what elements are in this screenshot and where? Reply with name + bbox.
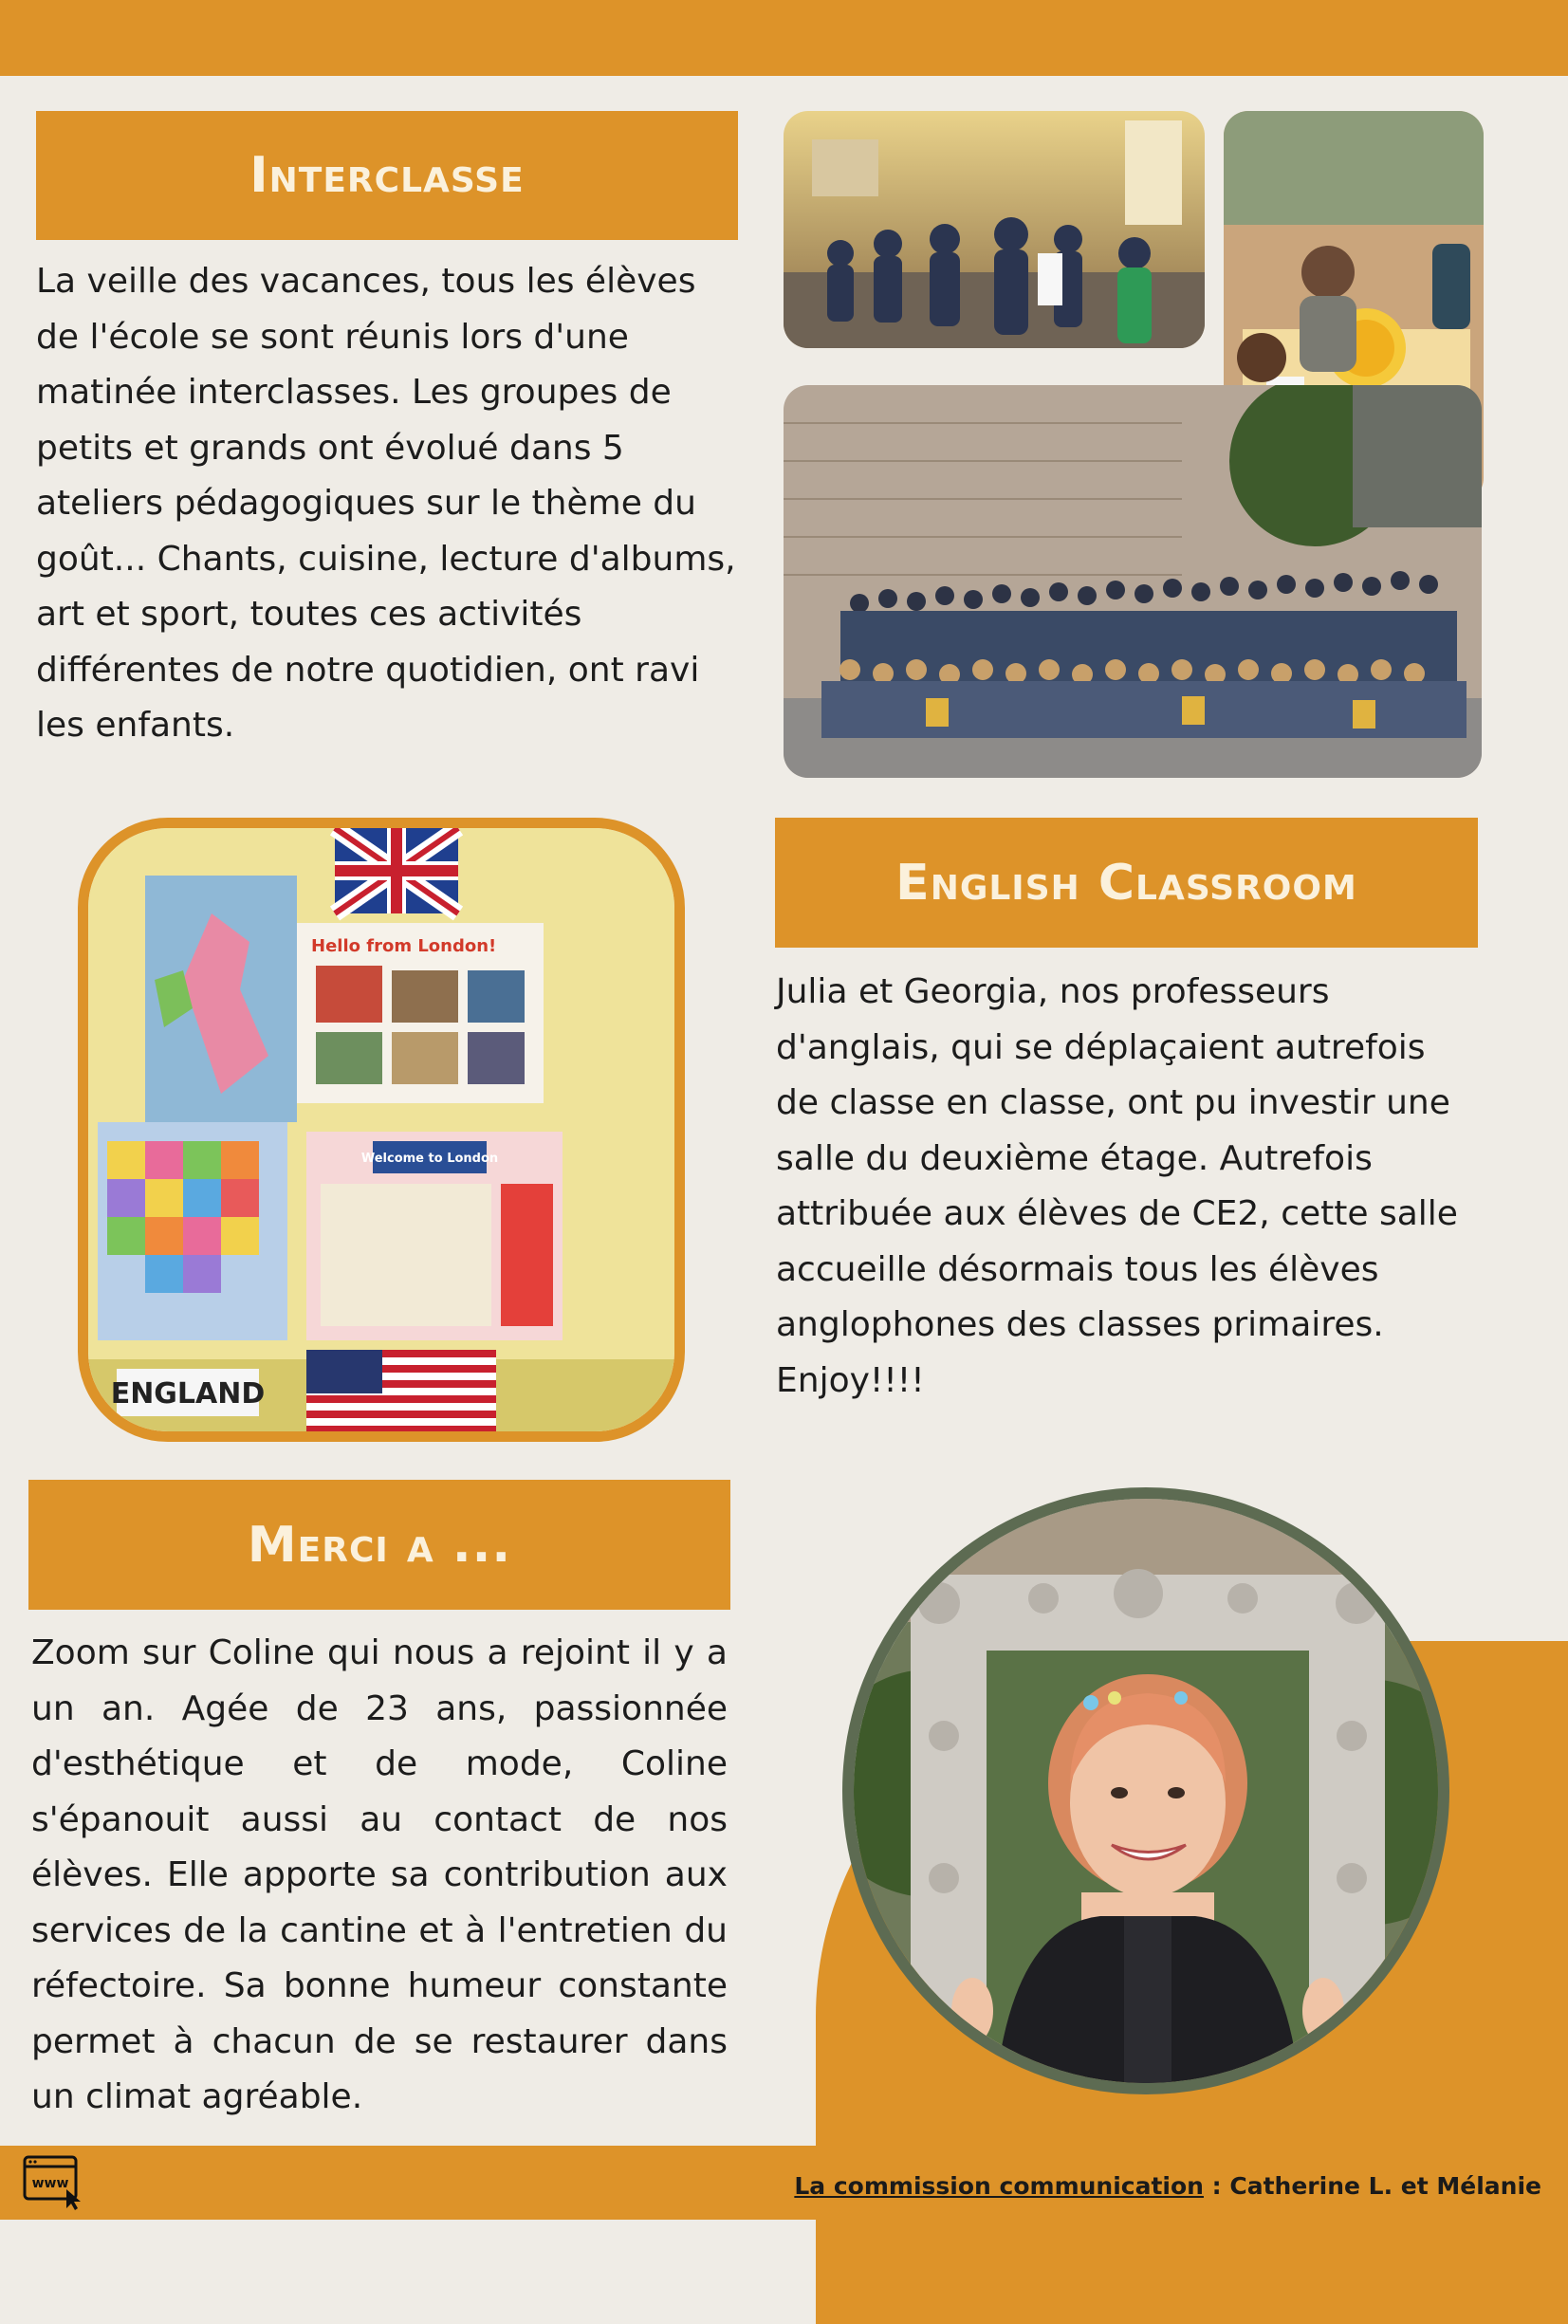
english-classroom-photo	[78, 818, 685, 1442]
merci-title: Merci a ...	[28, 1480, 730, 1610]
credit-label: La commission communication	[794, 2172, 1204, 2200]
top-banner	[0, 0, 1568, 76]
interclasse-title: Interclasse	[36, 111, 738, 240]
whole-school-group-photo	[784, 385, 1482, 778]
credit-separator: :	[1203, 2172, 1230, 2200]
hello-london-text: Hello from London!	[311, 936, 497, 956]
children-classroom-photo	[784, 111, 1205, 348]
coline-portrait-photo	[842, 1487, 1449, 2094]
interclasse-text: La veille des vacances, tous les élèves de l'école se sont réunis lors d'une matinée interclasses. Les groupes de petits et grands ont évolué dans 5 ateliers pédagogiques sur le thème du goût... Chants, cuisine, lecture d'albums, art et sport, toutes ces activités différentes de notre quotidien, ont ravi les enfants.	[36, 262, 736, 745]
footer-credit	[794, 2172, 1541, 2200]
merci-text: Zoom sur Coline qui nous a rejoint il y a un an. Agée de 23 ans, passionnée d'esthétique et de mode, Coline s'épanouit aussi au contact de nos élèves. Elle apporte sa contribution aux services de la cantine et à l'entretien du réfectoire. Sa bonne humeur constante permet à chacun de se restaurer dans un climat agréable.	[31, 1633, 728, 2116]
english-classroom-title: English Classroom	[775, 818, 1478, 948]
welcome-london-text: Welcome to London	[360, 1152, 499, 1166]
credit-names: Catherine L. et Mélanie	[1229, 2172, 1541, 2200]
english-classroom-text: Julia et Georgia, nos professeurs d'anglais, qui se déplaçaient autrefois de classe en classe, ont pu investir une salle du deuxième étage. Autrefois attribuée aux élèves de CE2, cette salle accueille désormais tous les élèves anglophones des classes primaires. Enjoy!!!!	[776, 972, 1458, 1400]
www-browser-icon	[21, 2149, 87, 2212]
www-icon-text: www	[31, 2176, 69, 2191]
england-sign-text: ENGLAND	[110, 1377, 266, 1411]
